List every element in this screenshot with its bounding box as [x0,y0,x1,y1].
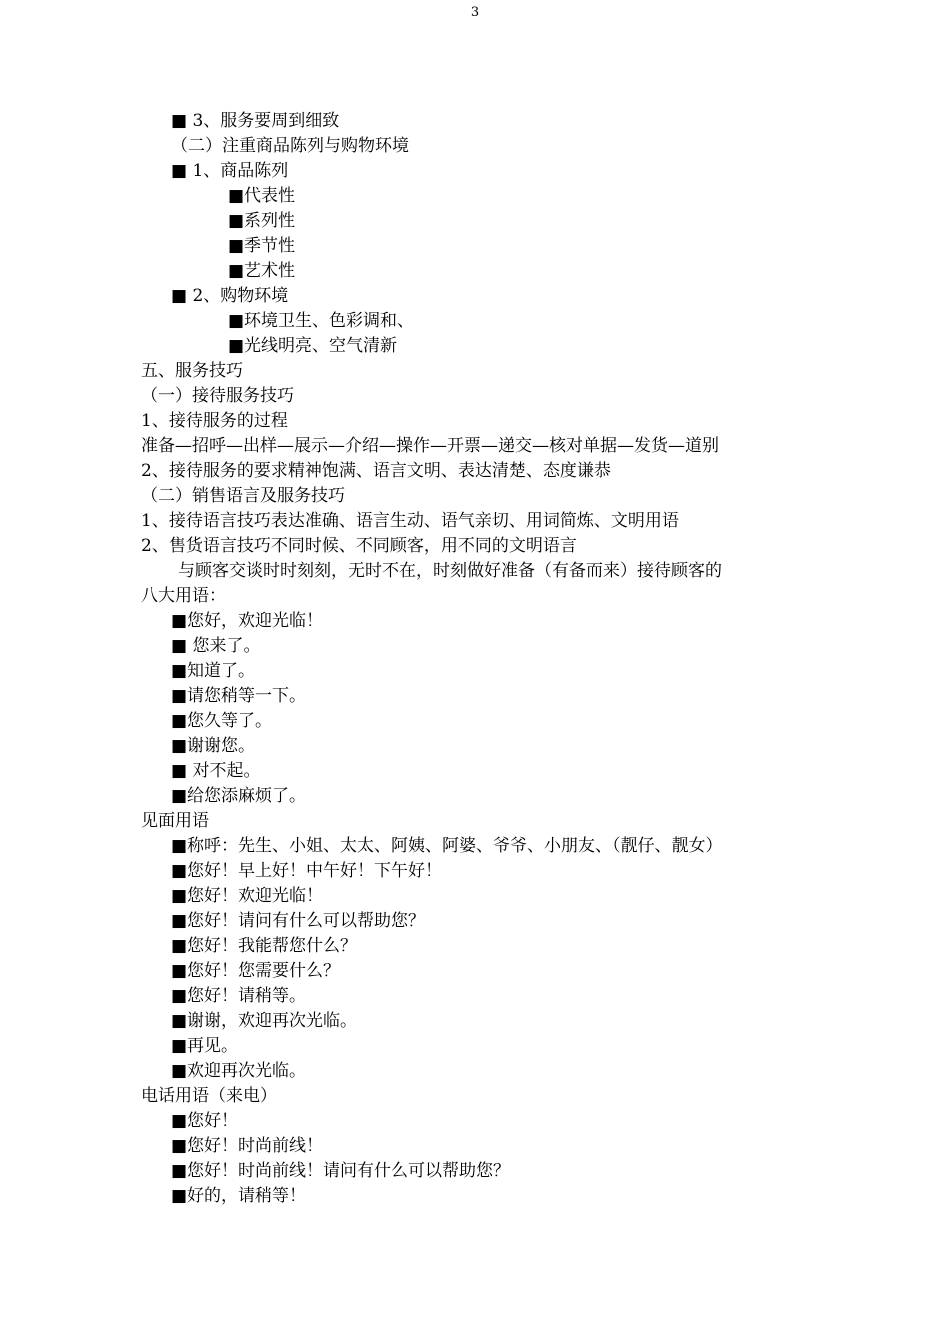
text-line: （二）注重商品陈列与购物环境 [171,136,409,156]
text-line: ■您好！您需要什么？ [171,961,341,981]
text-line: 五、服务技巧 [141,361,243,381]
text-line: （二）销售语言及服务技巧 [141,486,345,506]
text-line: ■ 1、商品陈列 [171,161,289,181]
text-line: 1、接待语言技巧表达准确、语言生动、语气亲切、用词简炼、文明用语 [141,511,679,531]
text-line: 八大用语： [141,586,226,606]
text-line: ■谢谢，欢迎再次光临。 [171,1011,358,1031]
text-line: 1、接待服务的过程 [141,411,288,431]
text-line: 与顾客交谈时时刻刻，无时不在，时刻做好准备（有备而来）接待顾客的 [178,561,722,581]
text-line: ■请您稍等一下。 [171,686,307,706]
text-line: ■您久等了。 [171,711,273,731]
text-line: ■欢迎再次光临。 [171,1061,307,1081]
text-line: ■ 3、服务要周到细致 [171,111,340,131]
text-line: ■再见。 [171,1036,239,1056]
text-line: ■您好！请稍等。 [171,986,307,1006]
text-line: ■ 2、购物环境 [171,286,289,306]
text-line: ■季节性 [228,236,296,256]
text-line: ■好的，请稍等！ [171,1186,307,1206]
text-line: 准备—招呼—出样—展示—介绍—操作—开票—递交—核对单据—发货—道别 [141,436,719,456]
text-line: ■您好！时尚前线！ [171,1136,324,1156]
text-line: ■您好，欢迎光临！ [171,611,324,631]
text-line: 2、接待服务的要求精神饱满、语言文明、表达清楚、态度谦恭 [141,461,611,481]
text-line: （一）接待服务技巧 [141,386,294,406]
text-line: 见面用语 [141,811,209,831]
text-line: ■知道了。 [171,661,256,681]
text-line: ■谢谢您。 [171,736,256,756]
text-line: ■给您添麻烦了。 [171,786,307,806]
document-body [0,109,950,1209]
text-line: ■光线明亮、空气清新 [228,336,398,356]
page-number: 3 [470,5,480,20]
text-line: ■您好！早上好！中午好！下午好！ [171,861,443,881]
text-line: ■您好！时尚前线！请问有什么可以帮助您？ [171,1161,511,1181]
text-line: ■系列性 [228,211,296,231]
text-line: ■称呼：先生、小姐、太太、阿姨、阿婆、爷爷、小朋友、（靓仔、靓女） [171,836,723,856]
text-line: 电话用语（来电） [141,1086,277,1106]
text-line: ■ 对不起。 [171,761,261,781]
text-line: 2、售货语言技巧不同时候、不同顾客，用不同的文明语言 [141,536,577,556]
text-line: ■代表性 [228,186,296,206]
text-line: ■您好！ [171,1111,239,1131]
text-line: ■艺术性 [228,261,296,281]
text-line: ■您好！请问有什么可以帮助您？ [171,911,426,931]
text-line: ■ 您来了。 [171,636,261,656]
text-line: ■环境卫生、色彩调和、 [228,311,415,331]
text-line: ■您好！我能帮您什么？ [171,936,358,956]
text-line: ■您好！欢迎光临！ [171,886,324,906]
